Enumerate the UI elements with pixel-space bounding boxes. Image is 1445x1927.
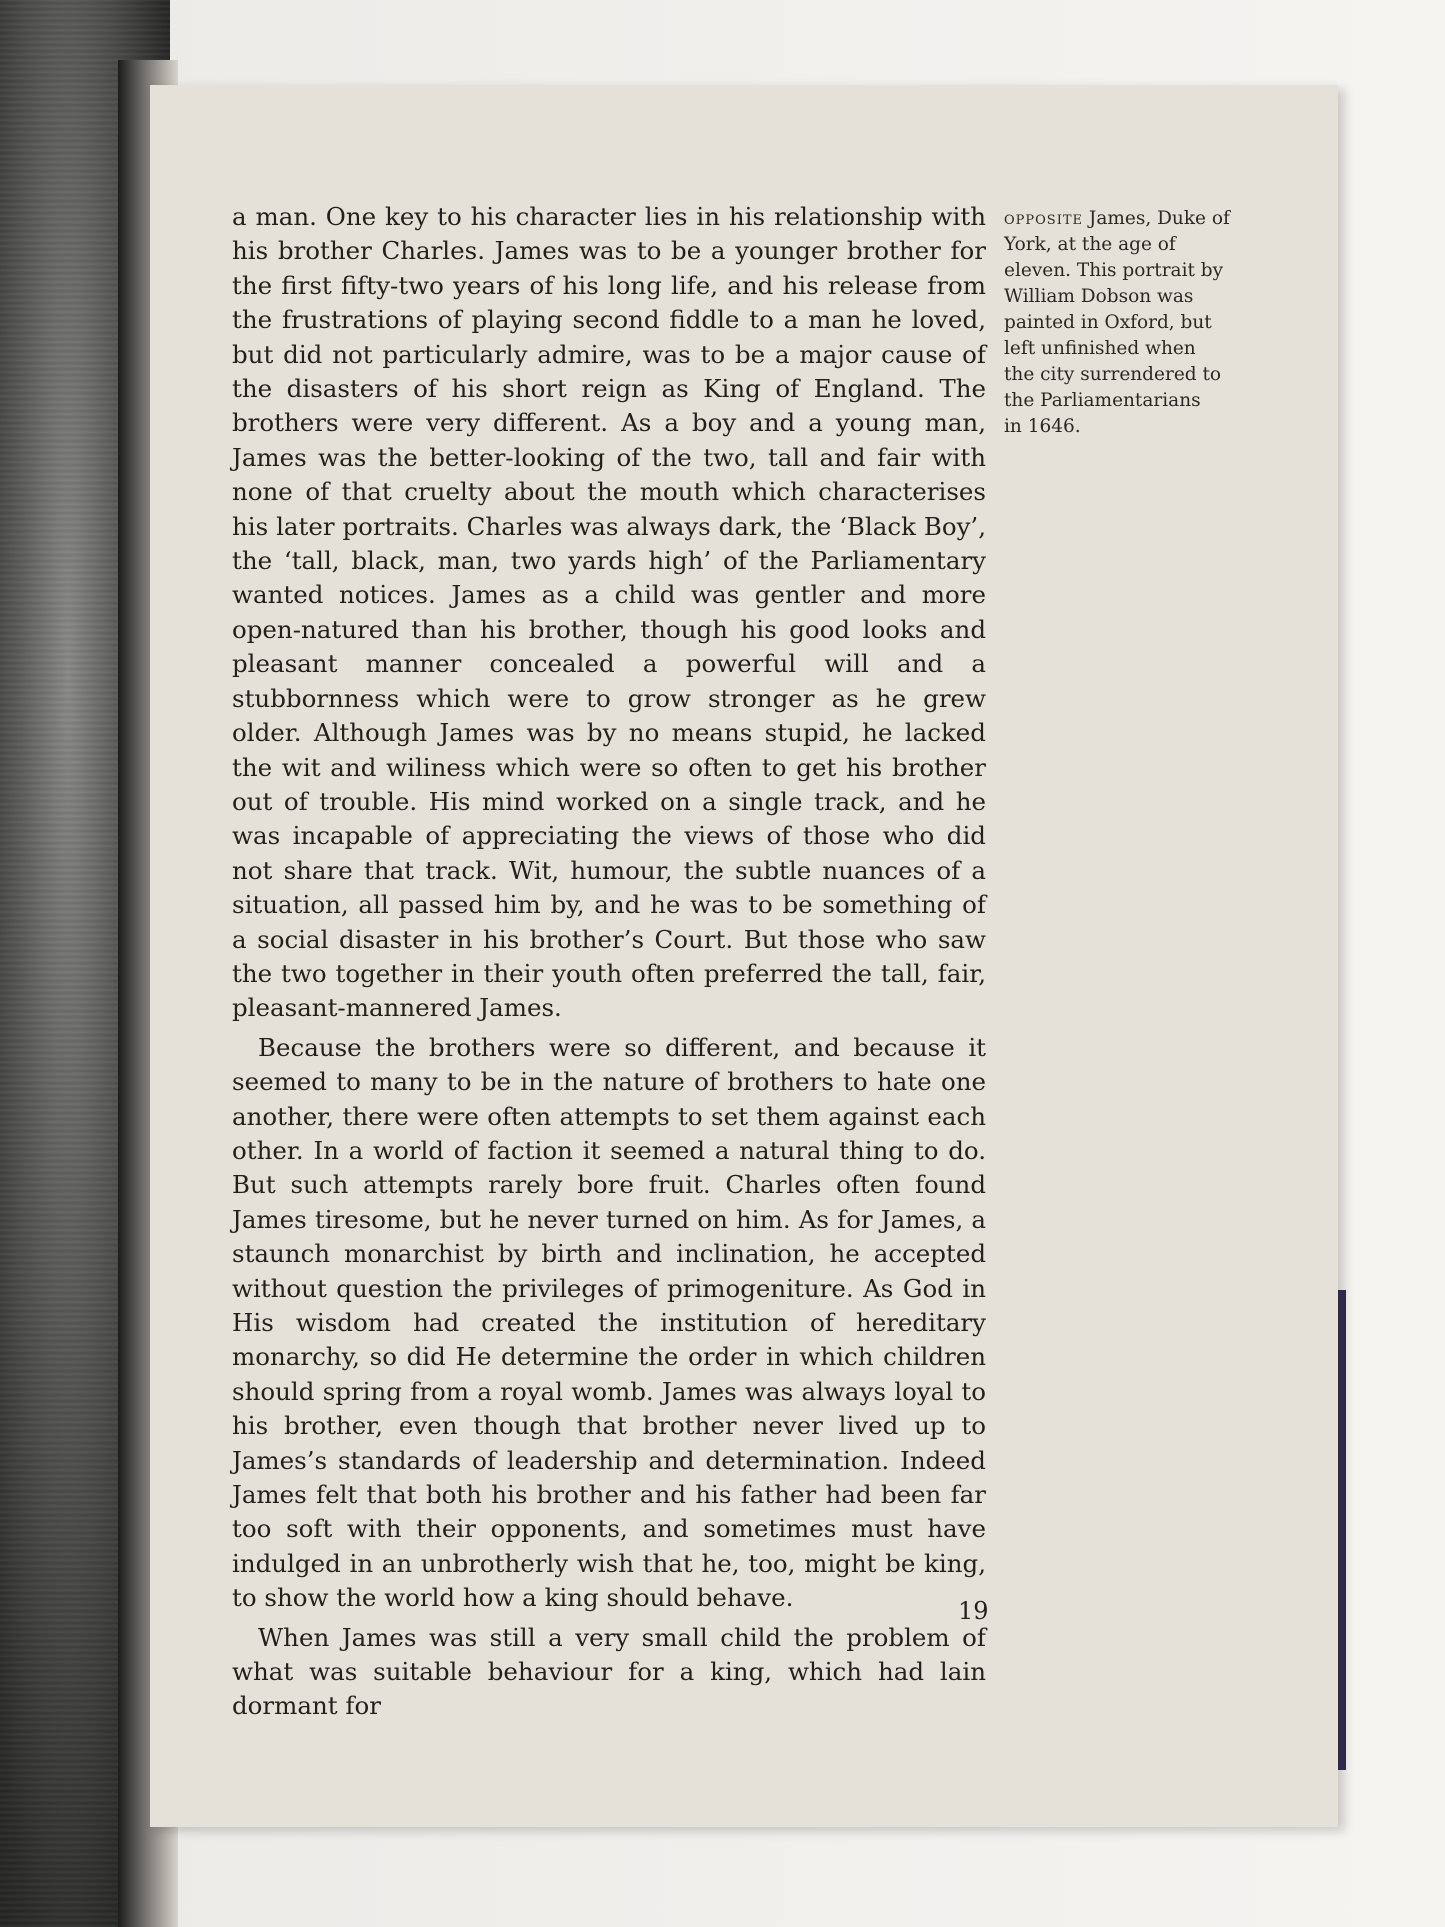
caption-line: York, at the age of — [1004, 234, 1176, 255]
book-cover-edge — [1338, 1290, 1346, 1770]
paragraph: Because the brothers were so different, and because it seemed to many to be in the nature of brothers to hate one another, there were often attempts to set them against each other. In a world of faction it seemed a natural thing to do. But such attempts rarely bore fruit. Charles often found James tiresome, but he never turned on him. As for James, a staunch monarchist by birth and inclination, he accepted without question the privileges of primogeniture. As God in His wisdom had created the institution of hereditary monarchy, so did He determine the order in which children should spring from a royal womb. James was always loyal to his brother, even though that brother never lived up to James’s standards of leadership and determination. Indeed James felt that both his brother and his father had been far too soft with their opponents, and sometimes must have indulged in an unbrotherly wish that he, too, might be king, to show the world how a king should behave. — [232, 1032, 986, 1613]
body-text — [232, 200, 989, 1724]
caption-line: painted in Oxford, but — [1004, 312, 1212, 333]
caption-line: eleven. This portrait by — [1004, 260, 1224, 281]
page-number: 19 — [958, 1597, 989, 1625]
caption-line: in 1646. — [1004, 416, 1081, 437]
paragraph: a man. One key to his character lies in his relationship with his brother Charles. James was to be a younger brother for the first fifty-two years of his long life, and his release from the frustrations of playing second fiddle to a man he loved, but did not particularly admire, was to be a major cause of the disasters of his short reign as King of England. The brothers were very different. As a boy and a young man, James was the better-looking of the two, tall and fair with none of that cruelty about the mouth which characterises his later portraits. Charles was always dark, the ‘Black Boy’, the ‘tall, black, man, two yards high’ of the Parliamentary wanted notices. James as a child was gentler and more open-natured than his brother, though his good looks and pleasant manner concealed a powerful will and a stubbornness which were to grow stronger as he grew older. Although James was by no means stupid, he lacked the wit and wiliness which were so often to get his brother out of trouble. His mind worked on a single track, and he was incapable of appreciating the views of those who did not share that track. Wit, humour, the subtle nuances of a situation, all passed him by, and he was to be something of a social disaster in his brother’s Court. But those who saw the two together in their youth often preferred the tall, fair, pleasant-mannered James. — [232, 202, 986, 1023]
caption-text: James, Duke of — [1088, 208, 1230, 229]
caption-line: the city surrendered to — [1004, 364, 1222, 385]
portrait-caption — [1004, 206, 1254, 440]
caption-line — [1004, 206, 1254, 232]
caption-line: the Parliamentarians — [1004, 390, 1201, 411]
paragraph: When James was still a very small child the problem of what was suitable behaviour for a king, which had lain dormant for — [232, 1622, 986, 1721]
caption-line: left unfinished when — [1004, 338, 1196, 359]
caption-line: William Dobson was — [1004, 286, 1194, 307]
caption-lead-word: opposite — [1004, 208, 1084, 229]
